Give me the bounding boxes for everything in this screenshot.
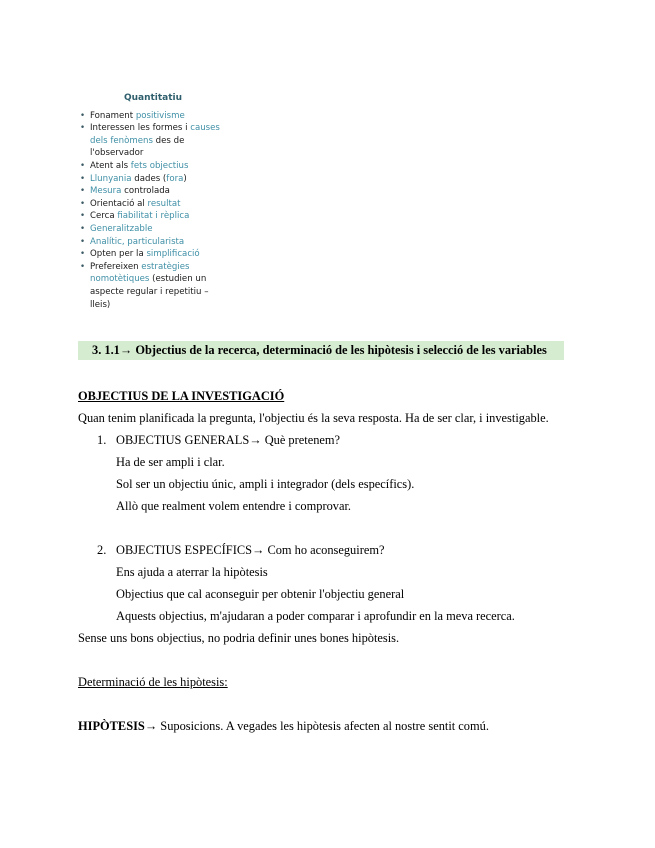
objectius-especifics-line: Aquests objectius, m'ajudaran a poder comparar i aprofundir en la meva recerca.	[116, 609, 515, 623]
quantitatiu-item-text: Opten per la	[90, 249, 147, 260]
quantitatiu-item-text: Orientació al	[90, 198, 148, 209]
quantitatiu-figure	[78, 92, 228, 311]
quantitatiu-item-text: Fonament	[90, 110, 136, 121]
quantitatiu-item-text: des de l'observador	[90, 135, 185, 159]
quantitatiu-item	[78, 236, 228, 249]
determinacio-title: Determinació de les hipòtesis:	[78, 675, 228, 689]
objectius-generals-line: Ha de ser ampli i clar.	[116, 455, 225, 469]
quantitatiu-item-text: fiabilitat i rèplica	[117, 211, 190, 222]
quantitatiu-item-text: simplificació	[146, 249, 200, 260]
objectius-generals-line: Sol ser un objectiu únic, ampli i integrador (dels específics).	[116, 477, 415, 491]
quantitatiu-item-text: fets objectius	[130, 160, 189, 171]
quantitatiu-item-text: )	[183, 173, 187, 184]
quantitatiu-item-text: causes dels fenòmens	[90, 123, 220, 146]
hipotesis-text: → Suposicions. A vegades les hipòtesis afecten al nostre sentit comú.	[144, 719, 489, 733]
spacer	[78, 649, 571, 671]
quantitatiu-item	[78, 198, 228, 211]
objectius-especifics-line: Objectius que cal aconseguir per obtenir l'objectiu general	[116, 587, 405, 601]
quantitatiu-item	[78, 185, 228, 198]
quantitatiu-item-text: dades (	[131, 173, 167, 184]
quantitatiu-item-text: Cerca	[90, 211, 118, 222]
section-heading: 3. 1.1→ Objectius de la recerca, determinació de les hipòtesis i selecció de les variables	[78, 341, 564, 360]
document-body	[78, 385, 571, 737]
objectius-especifics-heading: 2. OBJECTIUS ESPECÍFICS→ Com ho aconseguirem?	[97, 543, 385, 557]
spacer	[78, 693, 571, 715]
quantitatiu-item-text: fora	[166, 173, 184, 184]
quantitatiu-item-text: Interessen les formes i	[90, 123, 191, 134]
quantitatiu-item	[78, 173, 228, 186]
objectius-generals-heading: 1. OBJECTIUS GENERALS→ Què pretenem?	[97, 433, 341, 447]
spacer	[78, 517, 571, 539]
objectius-title: OBJECTIUS DE LA INVESTIGACIÓ	[78, 389, 285, 403]
hipotesis-line	[78, 715, 571, 737]
quantitatiu-item	[78, 223, 228, 236]
quantitatiu-item-text: Atent als	[90, 160, 131, 171]
quantitatiu-item	[78, 210, 228, 223]
quantitatiu-item-text: Mesura	[90, 186, 122, 197]
quantitatiu-item-text: positivisme	[135, 110, 185, 121]
quantitatiu-item	[78, 261, 228, 311]
quantitatiu-item	[78, 160, 228, 173]
quantitatiu-item-text: Analític, particularista	[90, 236, 185, 247]
quantitatiu-item	[78, 248, 228, 261]
quantitatiu-item-text: Generalitzable	[90, 223, 153, 234]
objectius-closing: Sense uns bons objectius, no podria definir unes bones hipòtesis.	[78, 631, 400, 645]
quantitatiu-item	[78, 122, 228, 160]
quantitatiu-item-text: resultat	[147, 198, 181, 209]
quantitatiu-item-text: Prefereixen	[90, 261, 142, 272]
objectius-especifics-line: Ens ajuda a aterrar la hipòtesis	[116, 565, 268, 579]
objectius-generals-line: Allò que realment volem entendre i comprovar.	[116, 499, 351, 513]
quantitatiu-item-text: estratègies nomotètiques	[90, 261, 190, 285]
quantitatiu-title: Quantitatiu	[123, 93, 183, 103]
objectius-intro: Quan tenim planificada la pregunta, l'objectiu és la seva resposta. Ha de ser clar, i investigable.	[78, 411, 549, 425]
hipotesis-term: HIPÒTESIS	[78, 719, 145, 733]
quantitatiu-item-text: (estudien un aspecte regular i repetitiu – lleis)	[90, 274, 209, 310]
quantitatiu-item-text: Llunyania	[90, 173, 132, 184]
quantitatiu-item-text: controlada	[121, 186, 170, 197]
quantitatiu-item	[78, 110, 228, 123]
quantitatiu-list	[78, 110, 228, 312]
